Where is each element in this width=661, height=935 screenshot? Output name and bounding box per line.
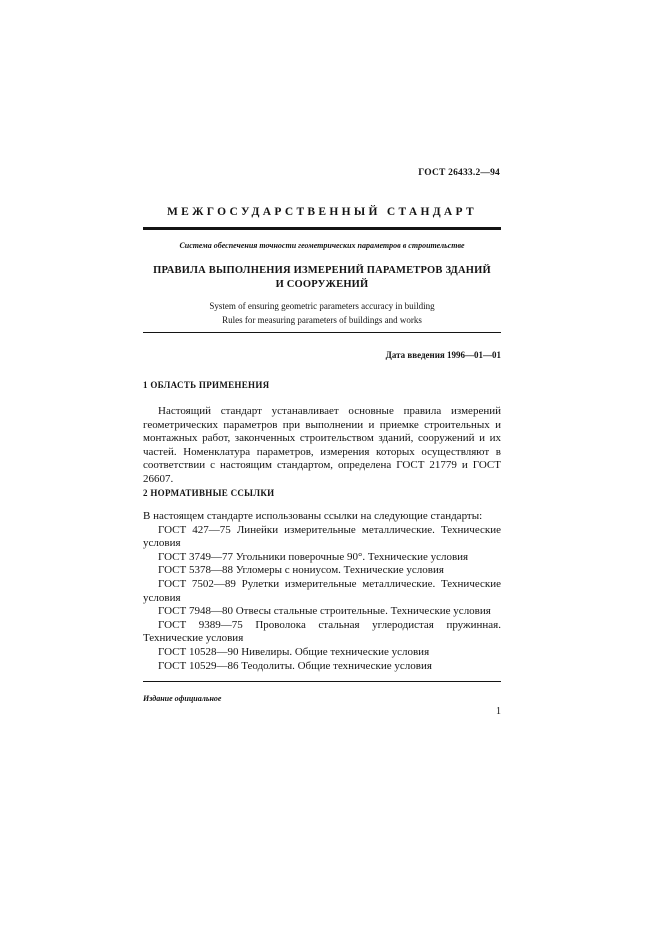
reference-item: ГОСТ 3749—77 Угольники поверочные 90°. Технические условия <box>158 550 469 563</box>
section-1-paragraph: Настоящий стандарт устанавливает основные правила измерений геометрических параметров при выполнении и приемке строительных и монтажных работ, законченных строительством зданий, сооружений и их частей. Номенклатура параметров, измерения которых осуществляют в соответствии с настоящим стандартом, определена ГОСТ 21779 и ГОСТ 26607. <box>143 405 501 485</box>
reference-item: ГОСТ 9389—75 Проволока стальная углеродистая пружинная. Технические условия <box>143 618 501 645</box>
section-1-heading: 1 ОБЛАСТЬ ПРИМЕНЕНИЯ <box>143 380 270 390</box>
header-divider <box>143 227 501 230</box>
interstate-standard-label: МЕЖГОСУДАРСТВЕННЫЙ СТАНДАРТ <box>167 206 477 218</box>
reference-item: ГОСТ 10529—86 Теодолиты. Общие технические условия <box>158 659 432 672</box>
page-number: 1 <box>496 706 501 717</box>
introduction-date: Дата введения 1996—01—01 <box>385 350 501 360</box>
title-line-1: ПРАВИЛА ВЫПОЛНЕНИЯ ИЗМЕРЕНИЙ ПАРАМЕТРОВ ЗДАНИЙ <box>153 265 491 276</box>
official-edition-label: Издание официальное <box>143 694 222 703</box>
title-line-2: И СООРУЖЕНИЙ <box>275 279 369 290</box>
english-title-line-2: Rules for measuring parameters of buildings and works <box>222 315 422 325</box>
english-title-line-1: System of ensuring geometric parameters accuracy in building <box>209 301 435 311</box>
reference-item: ГОСТ 10528—90 Нивелиры. Общие технические условия <box>158 645 430 658</box>
title-divider <box>143 332 501 333</box>
english-title <box>143 299 501 327</box>
system-title: Система обеспечения точности геометрических параметров в строительстве <box>179 241 465 250</box>
reference-item: ГОСТ 7948—80 Отвесы стальные строительные. Технические условия <box>158 605 491 618</box>
reference-item: ГОСТ 5378—88 Угломеры с нониусом. Технические условия <box>158 564 444 577</box>
reference-item: ГОСТ 7502—89 Рулетки измерительные металлические. Технические условия <box>143 577 501 604</box>
document-title <box>143 264 501 292</box>
reference-item: ГОСТ 427—75 Линейки измерительные металлические. Технические условия <box>143 523 501 550</box>
document-number: ГОСТ 26433.2—94 <box>418 168 500 178</box>
references-intro: В настоящем стандарте использованы ссылки на следующие стандарты: <box>143 510 483 522</box>
references-list <box>143 510 501 673</box>
section-2-heading: 2 НОРМАТИВНЫЕ ССЫЛКИ <box>143 488 275 498</box>
footer-divider <box>143 681 501 682</box>
